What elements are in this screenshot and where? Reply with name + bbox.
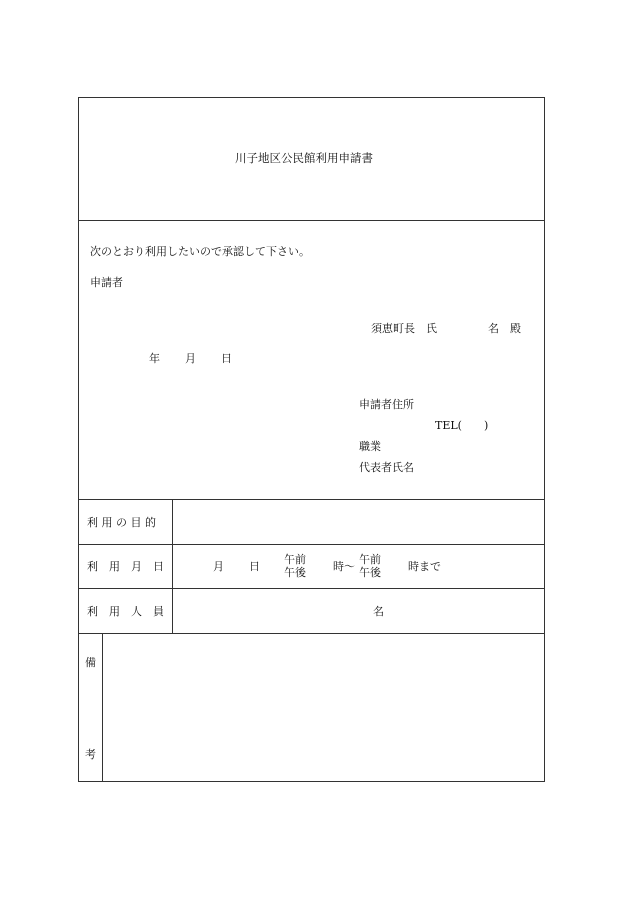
form-title: 川子地区公民館利用申請書 [235, 151, 373, 165]
title-divider [79, 220, 544, 221]
purpose-label: 利 用 の 目 的 [87, 516, 156, 529]
applicant-label: 申請者 [90, 276, 123, 289]
applicant-divider [79, 499, 544, 500]
start-pm: 午後 [284, 566, 306, 579]
applicant-address-label: 申請者住所 [359, 398, 414, 411]
application-form [78, 97, 545, 782]
date-divider [79, 588, 544, 589]
representative-label: 代表者氏名 [359, 461, 414, 474]
usage-date-day: 日 [249, 560, 260, 573]
usage-date-month: 月 [213, 560, 224, 573]
occupation-label: 職業 [359, 440, 381, 453]
people-unit: 名 [373, 605, 384, 618]
label-column-separator [172, 499, 173, 633]
intro-text: 次のとおり利用したいので承認して下さい。 [90, 245, 310, 258]
people-label: 利 用 人 員 [87, 605, 164, 618]
addressee-suffix: 名 殿 [488, 322, 521, 335]
end-ampm [359, 553, 381, 579]
remarks-column-separator [102, 633, 103, 781]
date-year: 年 [149, 352, 160, 365]
end-am: 午前 [359, 553, 381, 566]
addressee-prefix: 須恵町長 氏 [371, 322, 437, 335]
remarks-bottom-char: 考 [85, 748, 96, 761]
hour-until: 時まで [408, 560, 441, 573]
purpose-divider [79, 544, 544, 545]
tel-label: TEL( ) [435, 419, 489, 432]
usage-date-label: 利 用 月 日 [87, 560, 164, 573]
start-ampm [284, 553, 306, 579]
date-day: 日 [221, 352, 232, 365]
end-pm: 午後 [359, 566, 381, 579]
people-divider [79, 633, 544, 634]
date-month: 月 [185, 352, 196, 365]
remarks-top-char: 備 [85, 656, 96, 669]
hour-from: 時～ [333, 560, 355, 573]
start-am: 午前 [284, 553, 306, 566]
